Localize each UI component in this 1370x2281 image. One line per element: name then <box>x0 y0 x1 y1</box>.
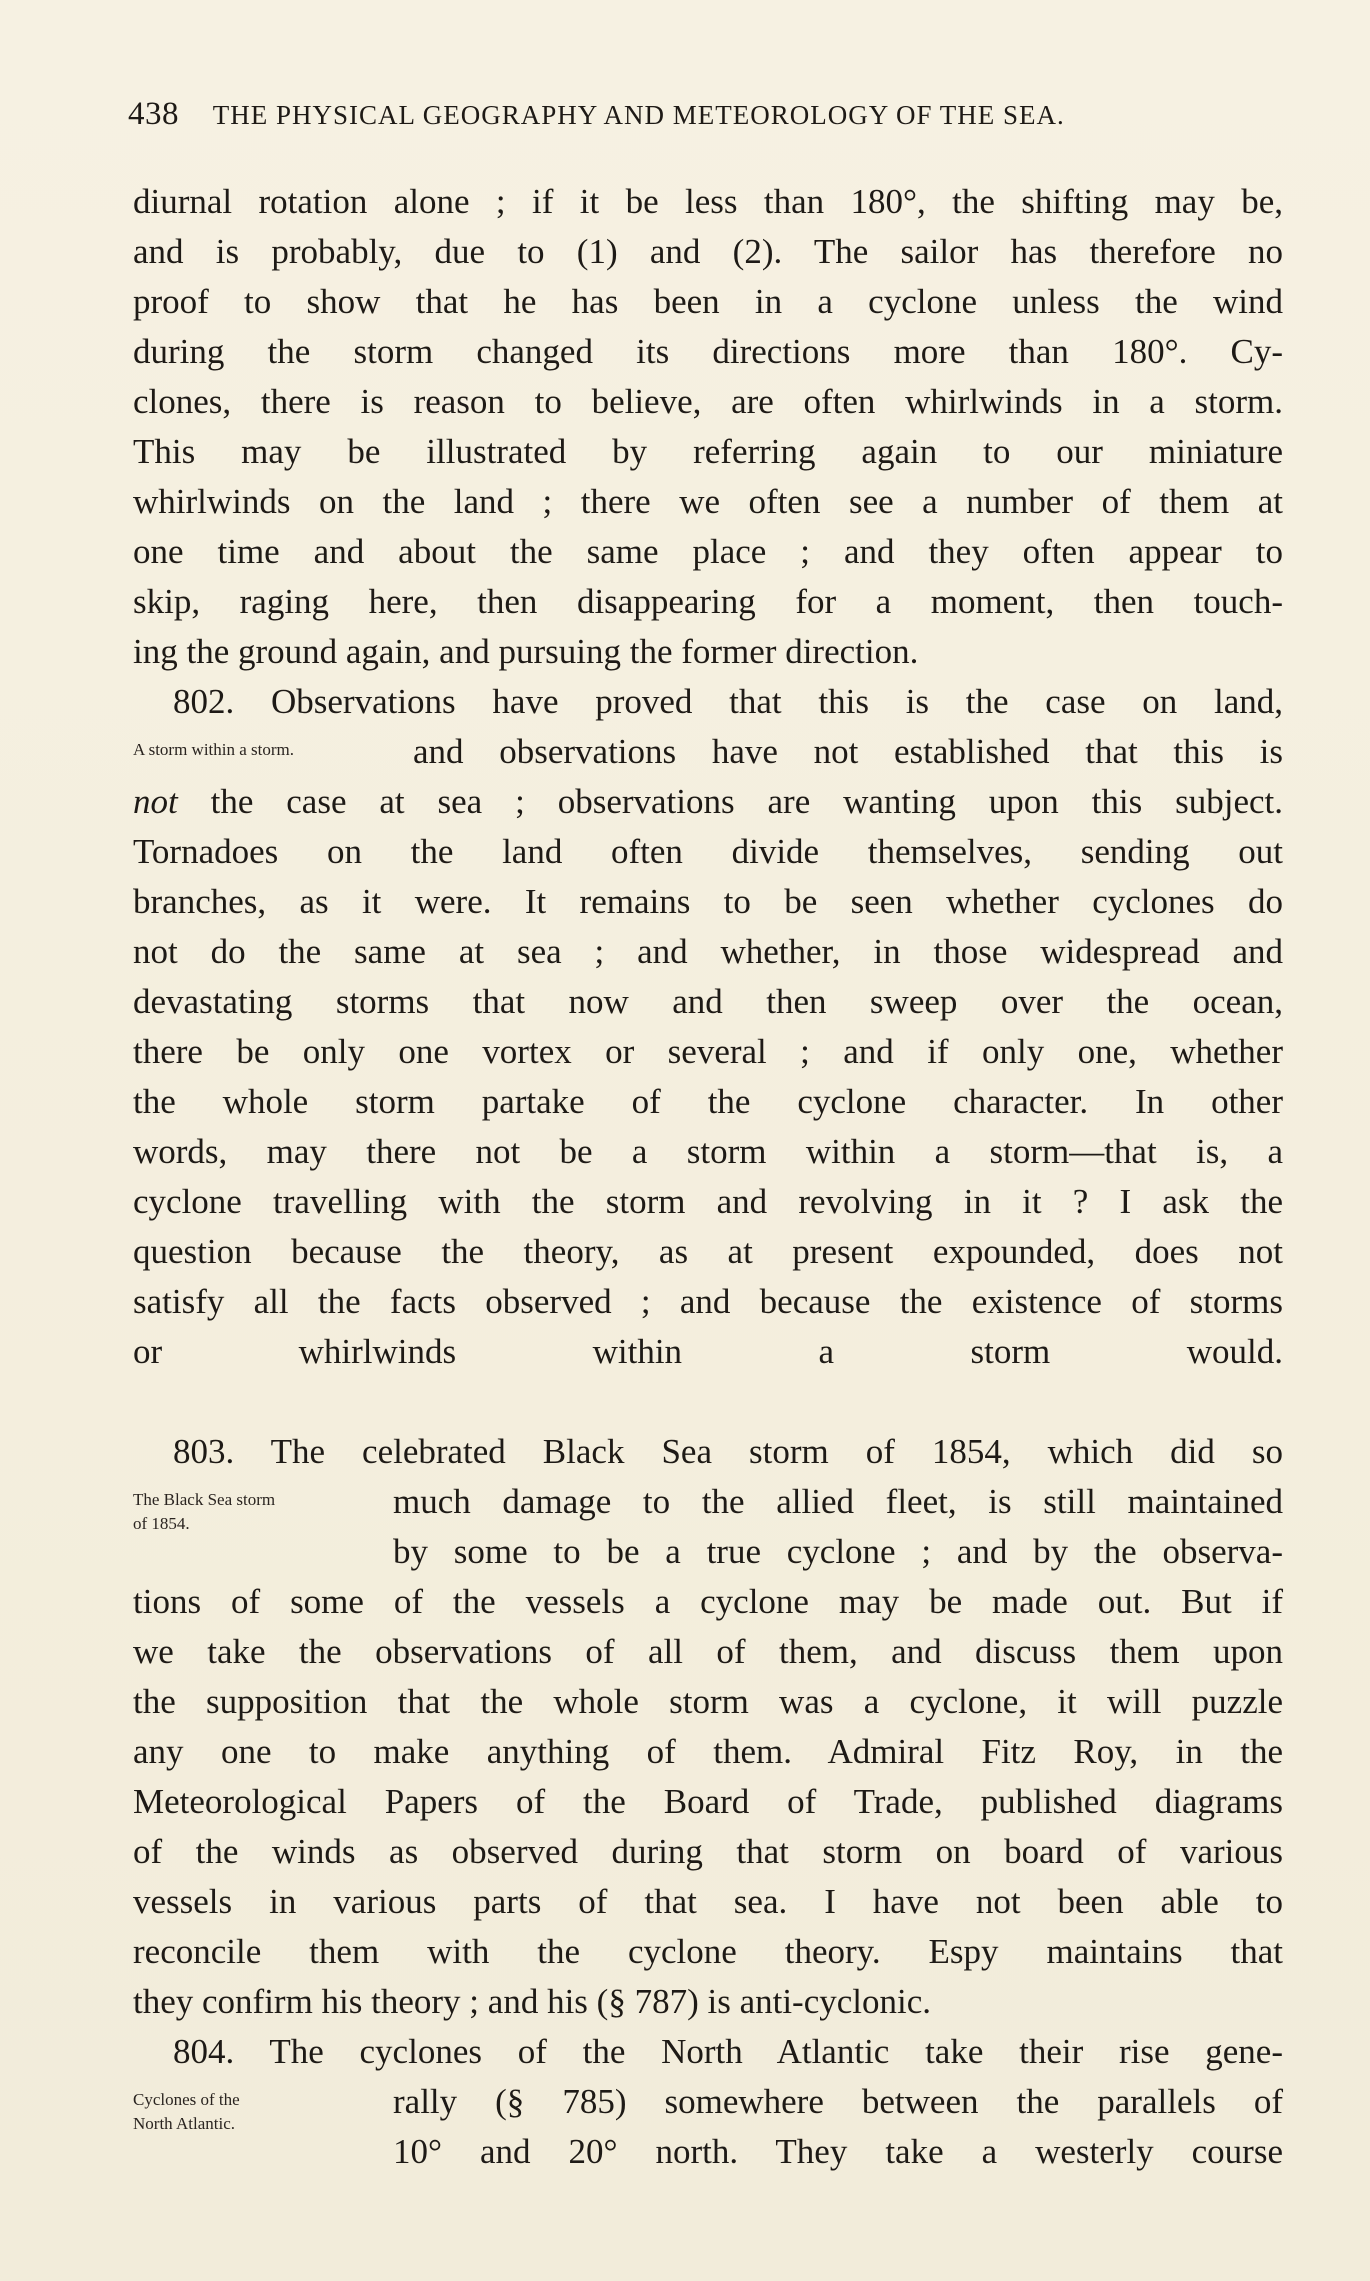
text-line: ing the ground again, and pursuing the former direction. <box>133 632 919 671</box>
running-title: THE PHYSICAL GEOGRAPHY AND METEOROLOGY OF THE SEA. <box>212 100 1065 130</box>
margin-note: of 1854. <box>133 1514 190 1533</box>
text-line: Tornadoes on the land often divide themselves, sending out <box>133 832 1283 871</box>
text-line: one time and about the same place ; and they often appear to <box>133 532 1283 571</box>
text-line: and observations have not established that this is <box>413 732 1283 771</box>
text-line: proof to show that he has been in a cyclone unless the wind <box>133 282 1283 321</box>
text-line: much damage to the allied fleet, is still maintained <box>393 1482 1283 1521</box>
text-line: cyclone travelling with the storm and revolving in it ? I ask the <box>133 1182 1283 1221</box>
margin-note: A storm within a storm. <box>133 740 295 759</box>
text-line: vessels in various parts of that sea. I have not been able to <box>133 1882 1283 1921</box>
text-line: 803. The celebrated Black Sea storm of 1854, which did so <box>173 1432 1283 1471</box>
text-line: 802. Observations have proved that this is the case on land, <box>173 682 1283 721</box>
text-line: words, may there not be a storm within a storm—that is, a <box>133 1132 1283 1171</box>
text-line: there be only one vortex or several ; and if only one, whether <box>133 1032 1283 1071</box>
text-line: of the winds as observed during that storm on board of various <box>133 1832 1283 1871</box>
margin-note: The Black Sea storm <box>133 1490 276 1509</box>
text-line: the whole storm partake of the cyclone character. In other <box>133 1082 1283 1121</box>
text-line: whirlwinds on the land ; there we often see a number of them at <box>133 482 1283 521</box>
margin-note: North Atlantic. <box>133 2114 235 2133</box>
emphasis-not: not <box>133 782 178 821</box>
page-header <box>128 96 1228 133</box>
text-line: we take the observations of all of them, and discuss them upon <box>133 1632 1283 1671</box>
text-line: diurnal rotation alone ; if it be less than 180°, the shifting may be, <box>133 182 1283 221</box>
text-line: satisfy all the facts observed ; and because the existence of storms <box>133 1282 1283 1321</box>
text-line: the supposition that the whole storm was a cyclone, it will puzzle <box>133 1682 1283 1721</box>
text-line: devastating storms that now and then sweep over the ocean, <box>133 982 1283 1021</box>
text-line: Meteorological Papers of the Board of Trade, published diagrams <box>133 1782 1283 1821</box>
text-line: any one to make anything of them. Admiral Fitz Roy, in the <box>133 1732 1283 1771</box>
margin-note: Cyclones of the <box>133 2090 240 2109</box>
text-line: question because the theory, as at present expounded, does not <box>133 1232 1283 1271</box>
text-line: by some to be a true cyclone ; and by the observa- <box>393 1532 1283 1571</box>
page-number: 438 <box>128 96 179 132</box>
text-line: or whirlwinds within a storm would. <box>133 1332 1283 1371</box>
text-line: skip, raging here, then disappearing for a moment, then touch- <box>133 582 1283 621</box>
text-line: not do the same at sea ; and whether, in those widespread and <box>133 932 1283 971</box>
text-line <box>133 1376 1283 1428</box>
text-line: reconcile them with the cyclone theory. Espy maintains that <box>133 1932 1283 1971</box>
text-line: they confirm his theory ; and his (§ 787) is anti-cyclonic. <box>133 1982 932 2021</box>
text-line: rally (§ 785) somewhere between the parallels of <box>393 2082 1283 2121</box>
text-line: during the storm changed its directions more than 180°. Cy- <box>133 332 1283 371</box>
text-line: clones, there is reason to believe, are often whirlwinds in a storm. <box>133 382 1283 421</box>
text-line: 804. The cyclones of the North Atlantic take their rise gene- <box>173 2032 1283 2071</box>
text-line: and is probably, due to (1) and (2). The sailor has therefore no <box>133 232 1283 271</box>
text-line: branches, as it were. It remains to be seen whether cyclones do <box>133 882 1283 921</box>
text-line: not the case at sea ; observations are wanting upon this subject. <box>133 782 1283 821</box>
text-line: This may be illustrated by referring again to our miniature <box>133 432 1283 471</box>
text-line: 10° and 20° north. They take a westerly course <box>393 2132 1283 2171</box>
text-line: tions of some of the vessels a cyclone may be made out. But if <box>133 1582 1283 1621</box>
